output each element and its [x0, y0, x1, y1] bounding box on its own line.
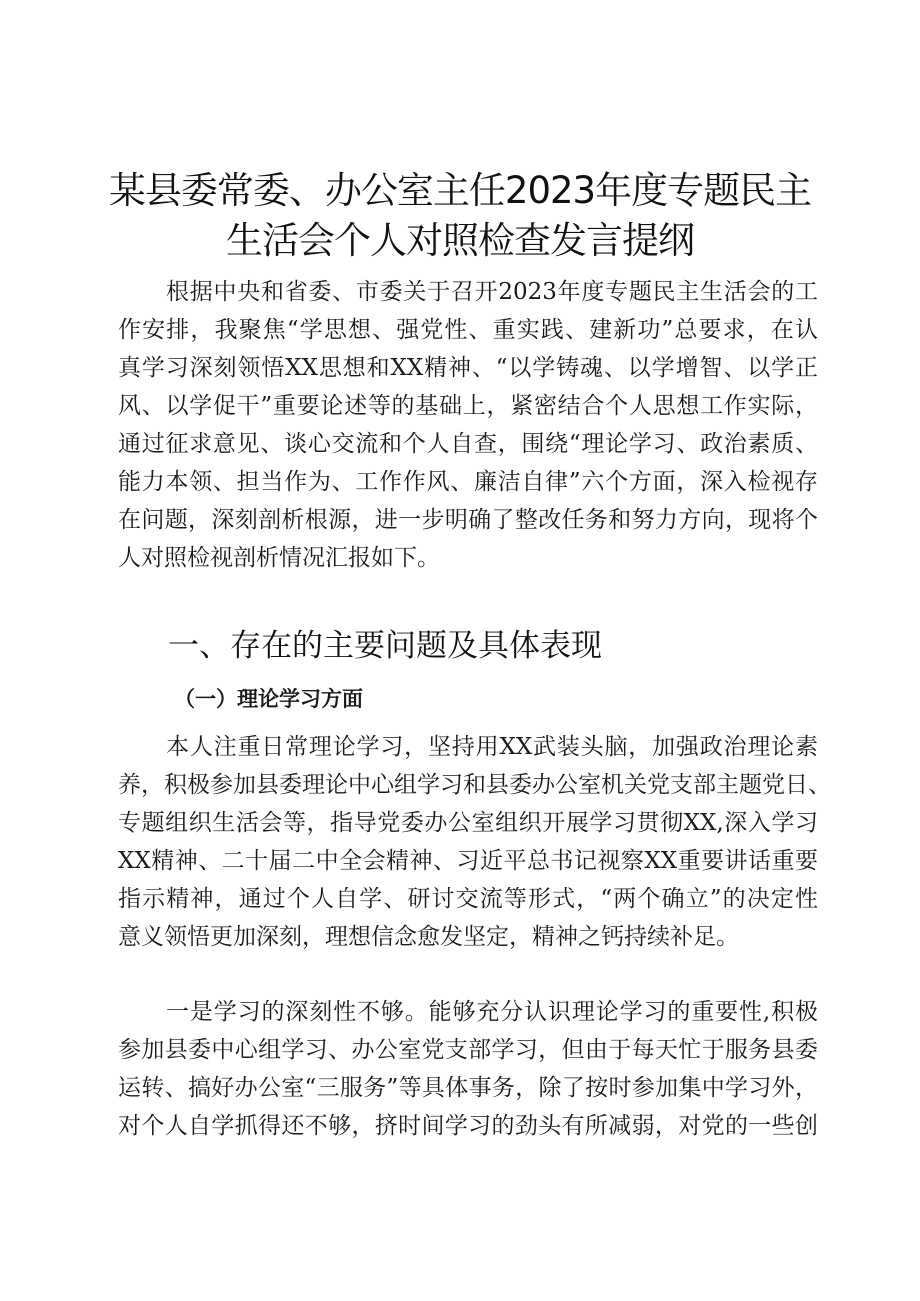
study-depth-paragraph: [118, 993, 818, 1145]
paragraph-line: 作安排，我聚焦“学思想、强党性、重实践、建新功”总要求，在认: [118, 317, 818, 343]
paragraph-line: 能力本领、担当作为、工作作风、廉洁自律”六个方面，深入检视存: [118, 469, 818, 495]
paragraph-line: 根据中央和省委、市委关于召开2023年度专题民主生活会的工: [166, 279, 818, 305]
paragraph-line: XX精神、二十届二中全会精神、习近平总书记视察XX重要讲话重要: [118, 848, 818, 874]
subsection-heading: （一）理论学习方面: [174, 686, 363, 711]
paragraph-line: 指示精神，通过个人自学、研讨交流等形式，“两个确立”的决定性: [118, 886, 818, 912]
paragraph-line: 本人注重日常理论学习，坚持用XX武装头脑，加强政治理论素: [166, 734, 818, 760]
paragraph-line: 专题组织生活会等，指导党委办公室组织开展学习贯彻XX,深入学习: [118, 810, 818, 836]
intro-paragraph: [118, 273, 818, 577]
paragraph-line: 运转、搞好办公室“三服务”等具体事务，除了按时参加集中学习外，: [118, 1075, 818, 1101]
paragraph-line: 一是学习的深刻性不够。能够充分认识理论学习的重要性,积极: [166, 999, 818, 1025]
document-title-line-1: 某县委常委、办公室主任2023年度专题民主: [108, 169, 812, 212]
paragraph-line: 意义领悟更加深刻，理想信念愈发坚定，精神之钙持续补足。: [118, 924, 739, 950]
section-heading: 一、存在的主要问题及具体表现: [168, 628, 602, 664]
document-title-line-2: 生活会个人对照检查发言提纲: [226, 219, 694, 262]
paragraph-line: 人对照检视剖析情况汇报如下。: [118, 545, 440, 571]
paragraph-line: 养，积极参加县委理论中心组学习和县委办公室机关党支部主题党日、: [118, 772, 831, 798]
paragraph-line: 对个人自学抓得还不够，挤时间学习的劲头有所减弱，对党的一些创: [118, 1113, 818, 1139]
paragraph-line: 风、以学促干”重要论述等的基础上，紧密结合个人思想工作实际，: [118, 393, 818, 419]
paragraph-line: 参加县委中心组学习、办公室党支部学习，但由于每天忙于服务县委: [118, 1037, 818, 1063]
theory-study-paragraph: [118, 728, 831, 956]
paragraph-line: 在问题，深刻剖析根源，进一步明确了整改任务和努力方向，现将个: [118, 507, 818, 533]
paragraph-line: 真学习深刻领悟XX思想和XX精神、“以学铸魂、以学增智、以学正: [118, 355, 818, 381]
paragraph-line: 通过征求意见、谈心交流和个人自查，围绕“理论学习、政治素质、: [118, 431, 818, 457]
